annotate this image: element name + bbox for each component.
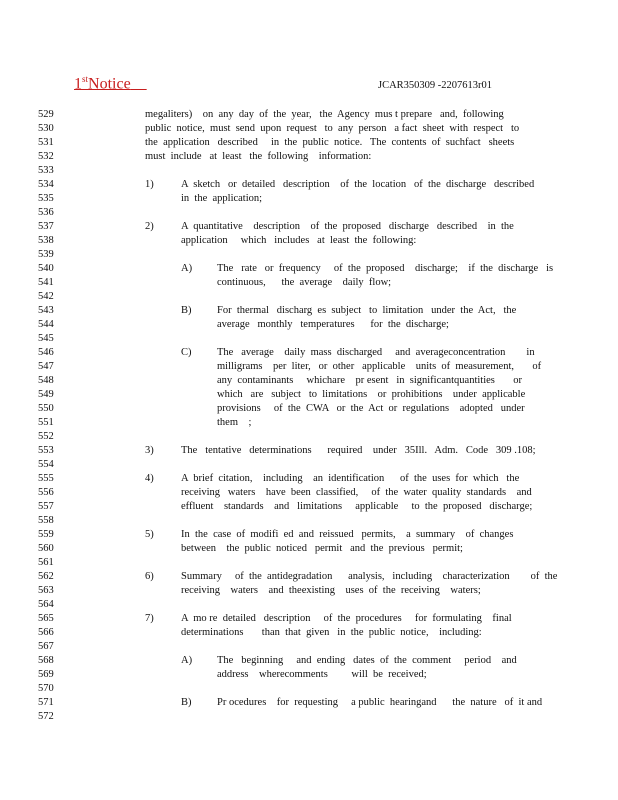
line-number: 565 — [38, 613, 54, 624]
line-number: 568 — [38, 655, 54, 666]
item-text-line: determinations than that given in the public notice, including: — [181, 627, 482, 638]
subitem-label: A) — [181, 263, 193, 274]
subitem-label: A) — [181, 655, 193, 666]
line-number: 556 — [38, 487, 54, 498]
line-number: 531 — [38, 137, 54, 148]
line-number: 546 — [38, 347, 54, 358]
subitem-text-line: The average daily mass discharged and averageconcentration in — [217, 347, 535, 358]
subitem-text-line: milligrams per liter, or other applicable units of measurement, of — [217, 361, 542, 372]
line-number: 539 — [38, 249, 54, 260]
notice-word: Notice — [88, 75, 131, 93]
line-number: 562 — [38, 571, 54, 582]
item-text-line: effluent standards and limitations applicable to the proposed discharge; — [181, 501, 533, 512]
intro-line: megaliters) on any day of the year, the Agency mus t prepare and, following — [145, 109, 504, 120]
line-number: 542 — [38, 291, 54, 302]
line-number: 555 — [38, 473, 54, 484]
item-text-line: in the application; — [181, 193, 263, 204]
line-number: 570 — [38, 683, 54, 694]
line-number: 534 — [38, 179, 54, 190]
line-number: 536 — [38, 207, 54, 218]
item-text-line: receiving waters have been classified, of the water quality standards and — [181, 487, 532, 498]
item-label: 2) — [145, 221, 154, 232]
line-number: 533 — [38, 165, 54, 176]
line-number: 538 — [38, 235, 54, 246]
line-number: 552 — [38, 431, 54, 442]
line-number: 572 — [38, 711, 54, 722]
line-number: 567 — [38, 641, 54, 652]
subitem-text-line: provisions of the CWA or the Act or regulations adopted under — [217, 403, 525, 414]
item-text-line: The tentative determinations required under 35Ill. Adm. Code 309 .108; — [181, 445, 536, 456]
item-text-line: A sketch or detailed description of the location of the discharge described — [181, 179, 535, 190]
line-number: 537 — [38, 221, 54, 232]
line-number: 543 — [38, 305, 54, 316]
line-number: 548 — [38, 375, 54, 386]
line-number: 530 — [38, 123, 54, 134]
line-number: 551 — [38, 417, 54, 428]
line-number: 550 — [38, 403, 54, 414]
notice-number: 1 — [74, 75, 82, 93]
subitem-text-line: address wherecomments will be received; — [217, 669, 427, 680]
item-text-line: In the case of modifi ed and reissued permits, a summary of changes — [181, 529, 514, 540]
item-text-line: A brief citation, including an identification of the uses for which the — [181, 473, 520, 484]
subitem-label: B) — [181, 697, 192, 708]
line-number: 549 — [38, 389, 54, 400]
subitem-text-line: which are subject to limitations or prohibitions under applicable — [217, 389, 526, 400]
line-number: 564 — [38, 599, 54, 610]
line-number: 561 — [38, 557, 54, 568]
document-code: JCAR350309 -2207613r01 — [378, 80, 493, 91]
item-text-line: A quantitative description of the proposed discharge described in the — [181, 221, 514, 232]
line-number: 529 — [38, 109, 54, 120]
line-number: 535 — [38, 193, 54, 204]
subitem-text-line: any contaminants whichare pr esent in significantquantities or — [217, 375, 523, 386]
line-number: 557 — [38, 501, 54, 512]
line-number: 571 — [38, 697, 54, 708]
subitem-text-line: continuous, the average daily flow; — [217, 277, 392, 288]
item-text-line: A mo re detailed description of the procedures for formulating final — [181, 613, 512, 624]
subitem-label: C) — [181, 347, 192, 358]
subitem-text-line: The beginning and ending dates of the comment period and — [217, 655, 517, 666]
line-number: 547 — [38, 361, 54, 372]
line-number: 532 — [38, 151, 54, 162]
line-number: 559 — [38, 529, 54, 540]
item-label: 3) — [145, 445, 154, 456]
line-number: 569 — [38, 669, 54, 680]
line-number: 563 — [38, 585, 54, 596]
item-text-line: Summary of the antidegradation analysis, including characterization of the — [181, 571, 558, 582]
subitem-label: B) — [181, 305, 192, 316]
notice-header — [74, 74, 147, 93]
line-number: 554 — [38, 459, 54, 470]
line-number: 566 — [38, 627, 54, 638]
line-number: 545 — [38, 333, 54, 344]
item-label: 5) — [145, 529, 154, 540]
line-number: 541 — [38, 277, 54, 288]
subitem-text-line: The rate or frequency of the proposed discharge; if the discharge is — [217, 263, 554, 274]
subitem-text-line: average monthly temperatures for the discharge; — [217, 319, 449, 330]
item-label: 7) — [145, 613, 154, 624]
subitem-text-line: them ; — [217, 417, 252, 428]
item-label: 6) — [145, 571, 154, 582]
intro-line: the application described in the public notice. The contents of suchfact sheets — [145, 137, 515, 148]
line-number: 544 — [38, 319, 54, 330]
notice-ordinal: st — [82, 74, 89, 84]
line-number: 560 — [38, 543, 54, 554]
item-label: 1) — [145, 179, 154, 190]
subitem-text-line: For thermal discharg es subject to limitation under the Act, the — [217, 305, 517, 316]
line-number: 558 — [38, 515, 54, 526]
item-text-line: between the public noticed permit and the previous permit; — [181, 543, 463, 554]
item-text-line: application which includes at least the following: — [181, 235, 417, 246]
intro-line: must include at least the following information: — [145, 151, 372, 162]
subitem-text-line: Pr ocedures for requesting a public hearingand the nature of it and — [217, 697, 543, 708]
intro-line: public notice, must send upon request to any person a fact sheet with respect to — [145, 123, 520, 134]
line-number: 553 — [38, 445, 54, 456]
item-text-line: receiving waters and theexisting uses of the receiving waters; — [181, 585, 481, 596]
line-number: 540 — [38, 263, 54, 274]
item-label: 4) — [145, 473, 154, 484]
